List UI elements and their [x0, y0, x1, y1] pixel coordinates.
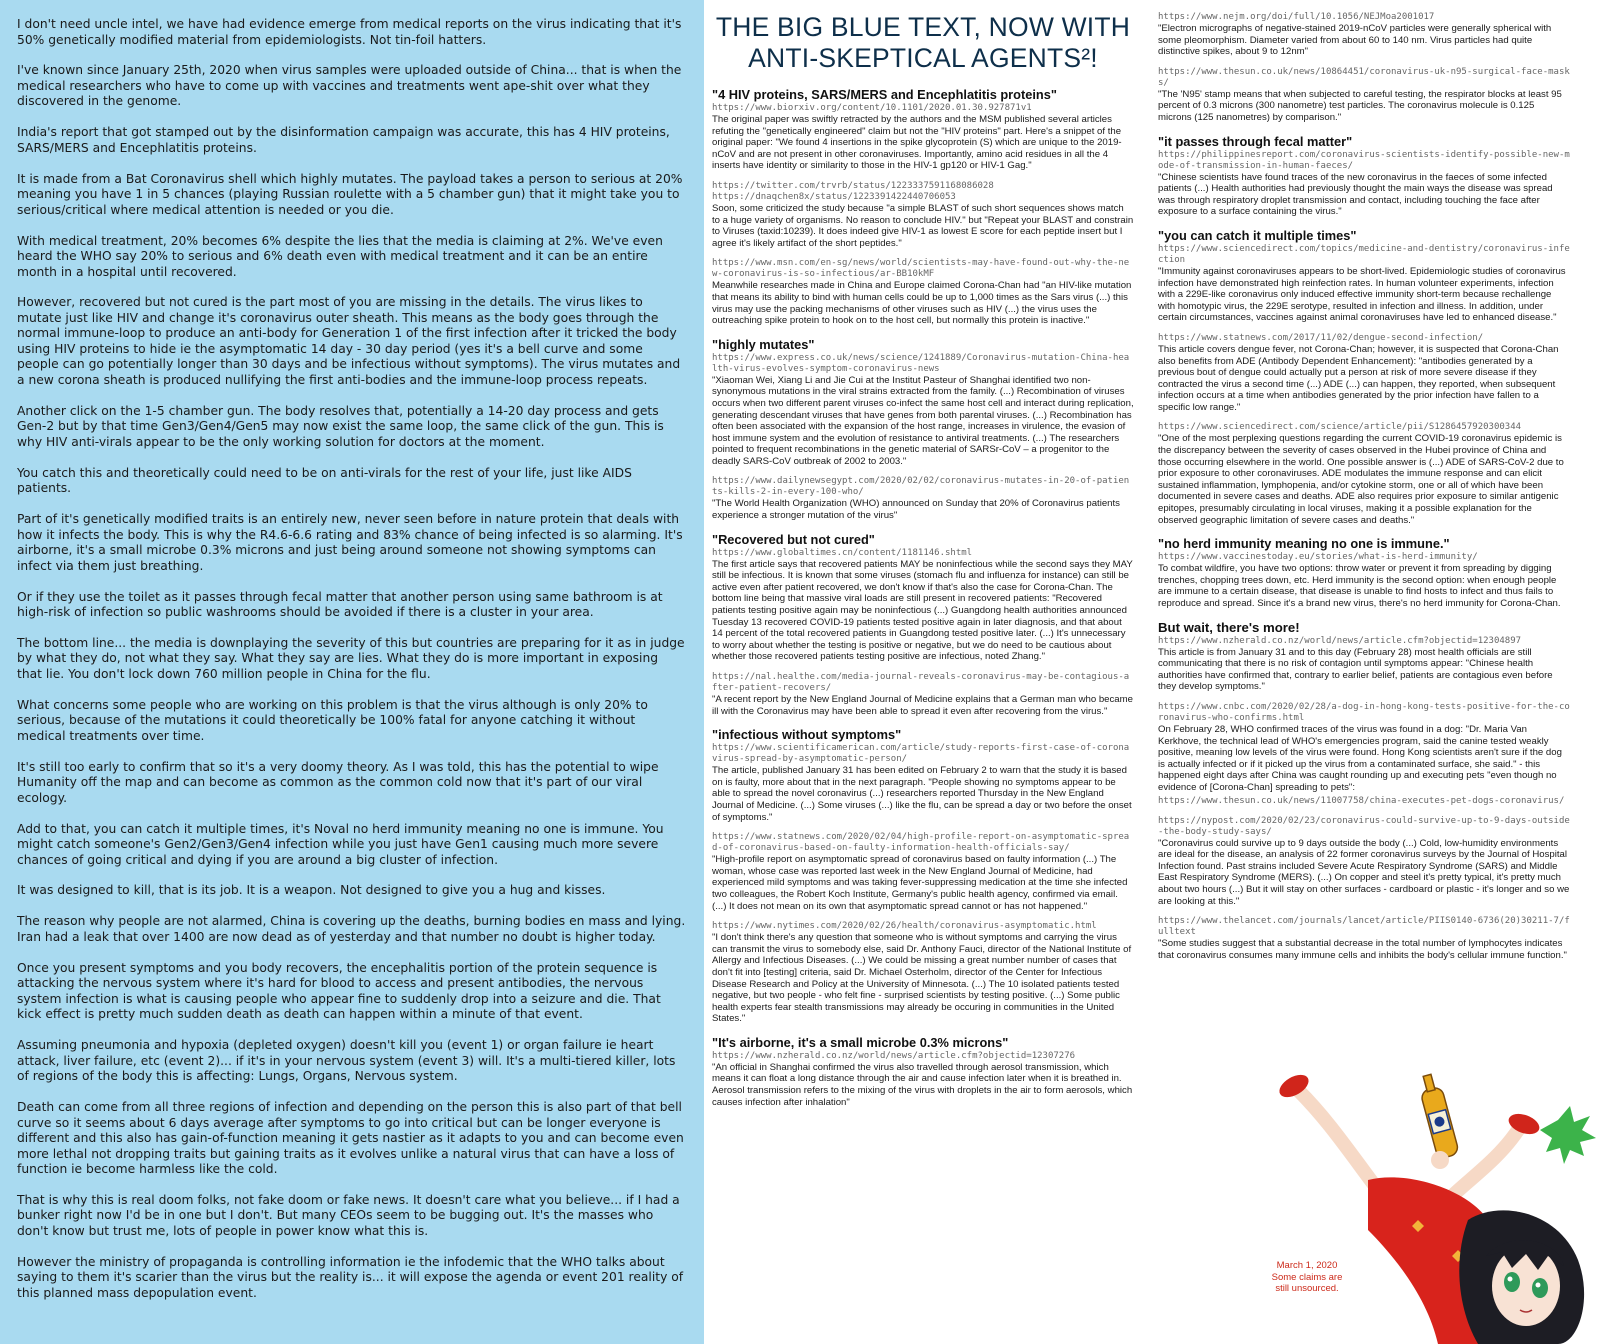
green-splash [1540, 1106, 1596, 1164]
source-link[interactable]: https://www.sciencedirect.com/topics/medicine-and-dentistry/coronavirus-infection [1158, 243, 1570, 265]
section-heading: "no herd immunity meaning no one is immune." [1158, 536, 1450, 552]
source-link[interactable]: https://nal.healthe.com/media-journal-reveals-coronavirus-may-be-contagious-after-patient-recovers/ [712, 672, 1130, 693]
left-paragraph: Death can come from all three regions of infection and depending on the person this is also part of that bell curve so it seems about 6 days average after symptoms to go into critical but can be longer everyone is different and this also has gain-of-function meaning it gets nastier as it adapts to you and can become even more lethal not dropping traits but gaining traits as it evolves unlike a natural virus that can have a loss of function ie become harmless like the cold. [17, 1100, 684, 1177]
source-section [712, 727, 1134, 1025]
left-paragraph: With medical treatment, 20% becomes 6% despite the lies that the media is claiming at 2%. We've even heard the WHO say 20% to serious and 6% death even with medical treatment and it can be an entire month in a hospital until recovered. [17, 233, 663, 279]
source-quote: This article covers dengue fever, not Corona-Chan; however, it is suspected that Corona-Chan also benefits from ADE (Antibody Dependent Enhancement): "antibodies generated by a previous bout of dengue could actually put a person at risk of more severe disease if they contracted the virus a second time (...) ADE (...) can happen, they reported, when subsequent infection occurs at a time when antibodies generated by the prior infection have fallen to a specific low range." [1158, 343, 1559, 413]
source-section [1158, 12, 1570, 124]
source-quote: "One of the most perplexing questions regarding the current COVID-19 coronavirus epidemic is the discrepancy between the severity of cases observed in the Hubei province of China and those occurring elsewhere in the world. One possible answer is (...) ADE of SARS-CoV-2 due to prior exposure to other coronaviruses. ADE modulates the immune response and can elicit sustained inflammation, lymphopenia, and/or cytokine storm, one or all of which have been documented in severe cases and deaths. ADE also requires prior exposure to similar antigenic epitopes, presumably circulating in local viruses, making it a possible explanation for the observed geographic limitation of severe cases and deaths." [1158, 433, 1564, 526]
source-link[interactable]: https://www.dailynewsegypt.com/2020/02/02/coronavirus-mutates-in-20-of-patients-kills-2-in-every-100-who/ [712, 476, 1130, 498]
source-section [1158, 228, 1570, 526]
source-quote: This article is from January 31 and to this day (February 28) most health officials are still communicating that there is no risk of contagion until symptoms appear: "Chinese health authorities have confirmed that, contrary to earlier belief, patients are contagious even before they develop symptoms." [1158, 646, 1553, 693]
face [1492, 1246, 1560, 1326]
source-quote: "Electron micrographs of negative-stained 2019-nCoV particles were generally spherical with some pleomorphism. Diameter varied from about 60 to 140 nm. Virus particles had quite distinctive spikes, about 9 to 12nm" [1158, 23, 1552, 58]
caption-line-2: Some claims are [1271, 1271, 1343, 1283]
left-paragraph: You catch this and theoretically could need to be on anti-virals for the rest of your life, just like AIDS patients. [17, 465, 632, 496]
source-quote: "The World Health Organization (WHO) announced on Sunday that 20% of Coronavirus patients experience a stronger mutation of the virus" [712, 498, 1120, 522]
left-paragraph: I don't need uncle intel, we have had evidence emerge from medical reports on the virus indicating that it's 50% genetically modified material from epidemiologists. Not tin-foil hatters. [17, 17, 682, 47]
source-link[interactable]: https://www.thelancet.com/journals/lancet/article/PIIS0140-6736(20)30211-7/fulltext [1158, 916, 1570, 938]
illustration-caption [1262, 1260, 1352, 1295]
source-link[interactable]: https://www.thesun.co.uk/news/11007758/china-executes-pet-dogs-coronavirus/ [1158, 795, 1565, 806]
left-paragraph: Assuming pneumonia and hypoxia (depleted oxygen) doesn't kill you (event 1) or organ failure ie heart attack, liver failure, etc (event 2)... if it's in your nervous system (event 3) will. It's a multi-tiered killer, lots of regions of the body this is affecting: Lungs, Organs, Nervous system. [17, 1038, 676, 1084]
source-section [712, 87, 1134, 327]
source-section [712, 337, 1134, 522]
source-quote: "Immunity against coronaviruses appears to be short-lived. Epidemiologic studies of coronavirus infection have demonstrated high reinfection rates. In human volunteer experiments, infection with a 229E-like coronavirus only induced effective immunity short-term because rechallenge with homotypic virus, the 229E serotype, resulted in infection and illness. In addition, under certain circumstances, vaccines against animal coronaviruses have led to enhanced disease." [1158, 265, 1566, 324]
left-paragraph: What concerns some people who are working on this problem is that the virus although is only 20% to serious, because of the mutations it could theoretically be 100% fatal for anyone catching it without medical treatments over time. [17, 697, 648, 743]
leg-right [1448, 1130, 1518, 1200]
title-line-1: THE BIG BLUE TEXT, NOW WITH [715, 12, 1131, 42]
source-section [712, 532, 1134, 718]
left-paragraph: I've known since January 25th, 2020 when virus samples were uploaded outside of China... that is when the medical researchers who have to come up with vaccines and treatments went ape-shit over what they discovered in the genome. [17, 63, 682, 109]
caption-line-3: still unsourced. [1275, 1283, 1339, 1294]
page-title [712, 12, 1134, 74]
middle-sections [712, 87, 1134, 1108]
left-paragraph: Or if they use the toilet as it passes through fecal matter that another person using same bathroom is at high-risk of infection so public washrooms should be avoided if there is a cluster in your area. [17, 589, 663, 620]
source-quote: "I don't think there's any question that someone who is without symptoms and carrying the virus can transmit the virus to somebody else, said Dr. Anthony Fauci, director of the National Institute of Allergy and Infectious Diseases. (...) We could be missing a great number number of cases that don't fit into [testing] criteria, said Dr. Michael Osterholm, director of the Center for Infectious Disease Research and Policy at the University of Minnesota. (...) The 10 isolated patients tested negative, but two people - who felt fine - surprised scientists by testing positive. (...) Some public health experts fear stealth transmissions may already be occuring in communities in the United States." [712, 932, 1132, 1025]
section-heading: "Recovered but not cured" [712, 531, 875, 547]
section-heading: "highly mutates" [712, 336, 815, 352]
source-link[interactable]: https://www.scientificamerican.com/article/study-reports-first-case-of-coronavirus-spread-by-asymptomatic-person/ [712, 743, 1130, 765]
left-paragraph: The bottom line... the media is downplaying the severity of this but countries are preparing for it as in judge by what they do, not what they say. What they say are lies. What they do is more important in exposing that lie. You don't lock down 760 million people in China for the flu. [17, 635, 685, 681]
source-quote: On February 28, WHO confirmed traces of the virus was found in a dog: "Dr. Maria Van Kerkhove, the technical lead of WHO's emergencies program, said the canine tested weakly positive, meaning low levels of the virus were found. Hong Kong scientists aren't sure if the dog is actually infected or if it picked up the virus from a contaminated surface, she said." - this happened eight days after China was caught rounding up and executing pets "even though no evidence of [Corona-Chan] spreading to pets": [1158, 723, 1562, 793]
left-paragraph: However the ministry of propaganda is controlling information ie the infodemic that the WHO talks about saying to them it's scarier than the virus but the reality is... it will expose the agenda or event 201 reality of this planned mass depopulation event. [17, 1254, 684, 1300]
source-quote: "Coronavirus could survive up to 9 days outside the body (...) Cold, low-humidity environments are ideal for the disease, an analysis of 22 former coronavirus surveys by the Journal of Hospital Infection found. Past strains included Severe Acute Respiratory Syndrome (SARS) and Middle East Respiratory Syndrome (MERS). (...) On copper and steel it's pretty typical, it's pretty much about two hours (...) But it will stay on other surfaces - cardboard or plastic - it's longer and so we are looking at this." [1158, 837, 1570, 907]
source-section [712, 1035, 1134, 1108]
source-link[interactable]: https://nypost.com/2020/02/23/coronavirus-could-survive-up-to-9-days-outside-the-body-study-says/ [1158, 815, 1570, 837]
source-link[interactable]: https://www.nzherald.co.nz/world/news/article.cfm?objectid=12304897 [1158, 635, 1522, 646]
bottle-icon [1416, 1072, 1459, 1159]
left-paragraph: Add to that, you can catch it multiple times, it's Noval no herd immunity meaning no one is immune. You might catch someone's Gen2/Gen3/Gen4 infection while you just have Gen1 causing much more severe chances of going critical and dying if you are around a big cluster of infection. [17, 821, 664, 867]
source-link[interactable]: https://www.express.co.uk/news/science/1241889/Coronavirus-mutation-China-health-virus-evolves-symptom-coronavirus-news [712, 352, 1130, 374]
left-paragraph: It was designed to kill, that is its job. It is a weapon. Not designed to give you a hug and kisses. [17, 883, 606, 898]
source-link[interactable]: https://www.biorxiv.org/content/10.1101/2020.01.30.927871v1 [712, 103, 1032, 113]
source-section [1158, 620, 1570, 962]
section-heading: "infectious without symptoms" [712, 727, 902, 743]
source-quote: "The 'N95' stamp means that when subjected to careful testing, the respirator blocks at least 95 percent of 0.3 microns (300 nanometre) test particles. The coronavirus molecule is 0.125 microns (125 nanometres) by comparison." [1158, 88, 1562, 123]
source-quote: The article, published January 31 has been edited on February 2 to warn that the study it is based on is faulty, more about that in the next paragraph. "People showing no symptoms appear to be able to spread the novel coronavirus (...) researchers reported Thursday in the New England Journal of Medicine. (...) Some viruses (...) like the flu, can be spread a day or two before the onset of symptoms." [712, 765, 1132, 823]
source-link[interactable]: https://www.nejm.org/doi/full/10.1056/NEJMoa2001017 [1158, 12, 1435, 22]
title-line-2: ANTI-SKEPTICAL AGENTS²! [748, 43, 1098, 73]
section-heading: "you can catch it multiple times" [1158, 227, 1357, 243]
anime-girl-illustration [1258, 1060, 1600, 1344]
left-paragraph: The reason why people are not alarmed, China is covering up the deaths, burning bodies en mass and lying. Iran had a leak that over 1400 are now dead as of yesterday and that number no doubt is higher today. [17, 914, 686, 944]
source-link[interactable]: https://www.vaccinestoday.eu/stories/what-is-herd-immunity/ [1158, 552, 1478, 563]
eye-left [1504, 1272, 1520, 1292]
source-link[interactable]: https://www.thesun.co.uk/news/10864451/coronavirus-uk-n95-surgical-face-masks/ [1158, 66, 1570, 88]
source-link[interactable]: https://www.statnews.com/2017/11/02/dengue-second-infection/ [1158, 332, 1484, 343]
source-link[interactable]: https://www.nytimes.com/2020/02/26/health/coronavirus-asymptomatic.html [712, 921, 1097, 932]
right-column [1158, 12, 1570, 1112]
right-sections [1158, 12, 1570, 961]
source-link[interactable]: https://www.nzherald.co.nz/world/news/article.cfm?objectid=12307276 [712, 1050, 1076, 1061]
left-paragraph: That is why this is real doom folks, not fake doom or fake news. It doesn't care what you believe... if I had a bunker right now I'd be in one but I don't. But many CEOs seem to be bugging out. It's the masses who don't know but trust me, lots of people in power know what this is. [17, 1192, 680, 1238]
left-paragraph: It is made from a Bat Coronavirus shell which highly mutates. The payload takes a person to serious at 20% meaning you have 1 in 5 chances (playing Russian roulette with a 5 chamber gun) that it might take you to serious/critical where medical attention is needed or you die. [17, 171, 683, 217]
source-quote: Meanwhile researches made in China and Europe claimed Corona-Chan had "an HIV-like mutation that means its ability to bind with human cells could be up to 1,000 times as the Sars virus (...) this virus may use the packing mechanisms of other viruses such as HIV (...) the virus uses the outreaching spike protein to hook on to the host cell, but normally this protein is inactive." [712, 280, 1132, 327]
middle-column [712, 8, 1134, 1338]
caption-date: March 1, 2020 [1276, 1260, 1338, 1271]
source-quote: "Some studies suggest that a substantial decrease in the total number of lymphocytes indicates that coronavirus consumes many immune cells and inhibits the body's cellular immune function." [1158, 938, 1567, 961]
source-link[interactable]: https://www.msn.com/en-sg/news/world/scientists-may-have-found-out-why-the-new-coronavirus-is-so-infectious/ar-BB10kMF [712, 258, 1130, 280]
section-heading: "it passes through fecal matter" [1158, 133, 1353, 149]
source-quote: "An official in Shanghai confirmed the virus also travelled through aerosol transmission, which means it can float a long distance through the air and cause infection later when it is breathed in. Aerosol transmission refers to the mixing of the virus with droplets in the air to form aerosols, which causes infection after inhalation" [712, 1061, 1133, 1108]
source-section [1158, 134, 1570, 218]
source-quote: "Chinese scientists have found traces of the new coronavirus in the faeces of some infected patients (...) Health authorities had previously thought the main ways the disease was spread was through respiratory droplet transmission and contact, including touching the face after exposure to a surface containing the virus." [1158, 171, 1553, 218]
source-section [1158, 536, 1570, 609]
source-quote: To combat wildfire, you have two options: throw water or prevent it from spreading by digging trenches, chopping trees down, etc. Herd immunity is the second option: when enough people are immune to a certain disease, that disease is unable to find hosts to infect and thus fails to reproduce and spread. Since it's a brand new virus, there's no herd immunity for Corona-Chan. [1158, 563, 1561, 609]
left-paragraph: Part of it's genetically modified traits is an entirely new, never seen before in nature protein that deals with how it infects the body. This is why the R4.6-6.6 rating and 83% chance of being infected is so alarming. It's airborne, it's a small microbe 0.3% microns and just being around someone not showing symptoms can infect via them just breathing. [17, 512, 683, 573]
source-quote: "Xiaoman Wei, Xiang Li and Jie Cui at the Institut Pasteur of Shanghai identified two non-synonymous mutations in the viral strains extracted from the family. (...) Recombination of viruses occurs when two different parent viruses co-infect the same host cell and interact during replication, generating descendant viruses that have genes from both parental viruses. (...) Recombination has often been associated with the expansion of the host range, increases in virulence, the evasion of host immune system and the evolution of resistance to antiviral treatments. (...) The researchers pointed to frequent recombinations in the genetic material of SARSr-CoV – a progenitor to the deadly SARS-CoV outbreak of 2002 to 2003." [712, 374, 1134, 467]
left-text-column [0, 0, 704, 1344]
source-quote: "High-profile report on asymptomatic spread of coronavirus based on faulty information (...) The woman, whose case was reported last week in the New England Journal of Medicine, had experienced mild symptoms and was taking fever-suppressing medication at the time she infected two colleagues, the Robert Koch Institute, Germany's public health agency, confirmed via email. (...) It does not mean on its own that asymptomatic spread cannot or has not happened." [712, 854, 1128, 912]
left-paragraph: It's still too early to confirm that so it's a very doomy theory. As I was told, this has the potential to wipe Humanity off the map and can become as common as the common cold now that it's part of our viral ecology. [17, 759, 659, 805]
source-link[interactable]: https://philippinesreport.com/coronavirus-scientists-identify-possible-new-mode-of-transmission-in-human-faeces/ [1158, 149, 1570, 171]
left-paragraph: India's report that got stamped out by the disinformation campaign was accurate, this has 4 HIV proteins, SARS/MERS and Encephlatitis proteins. [17, 125, 670, 155]
section-heading: "4 HIV proteins, SARS/MERS and Encephlatitis proteins" [712, 87, 1057, 102]
source-link[interactable]: https://www.statnews.com/2020/02/04/high-profile-report-on-asymptomatic-spread-of-coronavirus-based-on-faulty-information-health-officials-say/ [712, 832, 1130, 854]
leg-left [1298, 1090, 1378, 1190]
source-quote: Soon, some criticized the study because "a simple BLAST of such short sequences shows match to a huge variety of organisms. No reason to conclude HIV." but "Repeat your BLAST and constrain to Viruses (taxid:10239). It does indeed give HIV-1 as lowest E score for each peptide insert but I agree it's likely artifact of the short peptides." [712, 202, 1134, 249]
left-paragraph: Another click on the 1-5 chamber gun. The body resolves that, potentially a 14-20 day process and gets Gen-2 but by that time Gen3/Gen4/Gen5 may now exist the same loop, the same click of the gun. This is why HIV anti-virals appear to be the only working solution for doctors at the moment. [17, 403, 664, 449]
section-heading: But wait, there's more! [1158, 619, 1300, 635]
source-quote: The original paper was swiftly retracted by the authors and the MSM published several articles refuting the "genetically engineered" claim but not the "HIV proteins" part. Here's a snippet of the original paper: "We found 4 insertions in the spike glycoprotein (S) which are unique to the 2019-nCoV and are not present in other coronaviruses. Importantly, amino acid residues in all the 4 inserts have identity or similarity to those in the HIV-1 gp120 or HIV-1 Gag." [712, 114, 1122, 172]
hand [1431, 1151, 1449, 1169]
source-quote: The first article says that recovered patients MAY be noninfectious while the second says they MAY still be infectious. It is known that some viruses (stomach flu and influenza for instance) can still be active even after patient recovered, we don't know if that's also the case for Corona-Chan. The bottom line being that massive viral loads are still present in recovered patients: "Recovered patients testing positive again may be noninfectious (...) Guangdong health authorities announced Tuesday 13 recovered COVID-19 patients tested positive again in later diagnosis, and that about 14 percent of the total recovered patients in Guangdong tested positive later. (...) It's unnecessary to worry about whether the testing is positive or negative, but we do need to be cautious about whether those recovered patients testing positive are infectious, noted Zhang." [712, 558, 1133, 663]
left-paragraph: Once you present symptoms and you body recovers, the encephalitis portion of the protein sequence is attacking the nervous system where it's hard for blood to access and present antibodies, the nervous system infection is what is causing people who appear fine to suddenly drop into a seizure and die. That kick effect is pretty much sudden death as death can happen within a minute of that event. [17, 960, 661, 1022]
left-paragraph: However, recovered but not cured is the part most of you are missing in the details. The virus likes to mutate just like HIV and change it's coronavirus outer sheath. This means as the body goes through the normal immune-loop to produce an anti-body for Generation 1 of the first infection after it tricked the body using HIV proteins to hide ie the asymptomatic 14 day - 30 day period (yes it's a bell curve and some people can go potentially longer than 30 days and be infectious without symptoms). The virus mutates and a new corona sheath is produced nullifying the first anti-bodies and the immune-loop process repeats. [17, 295, 681, 387]
source-link[interactable]: https://www.cnbc.com/2020/02/28/a-dog-in-hong-kong-tests-positive-for-the-coronavirus-who-confirms.html [1158, 701, 1570, 723]
source-link[interactable]: https://twitter.com/trvrb/status/1223337591168086028 https://dnaqchen8x/status/1223391422440706053 [712, 180, 994, 202]
eye-right [1532, 1278, 1548, 1298]
source-link[interactable]: https://www.globaltimes.cn/content/1181146.shtml [712, 547, 973, 558]
source-quote: "A recent report by the New England Journal of Medicine explains that a German man who became ill with the Coronavirus may have been able to spread it even after recovering from the virus." [712, 694, 1133, 717]
source-link[interactable]: https://www.sciencedirect.com/science/article/pii/S1286457920300344 [1158, 422, 1522, 433]
section-heading: "It's airborne, it's a small microbe 0.3% microns" [712, 1034, 1009, 1050]
